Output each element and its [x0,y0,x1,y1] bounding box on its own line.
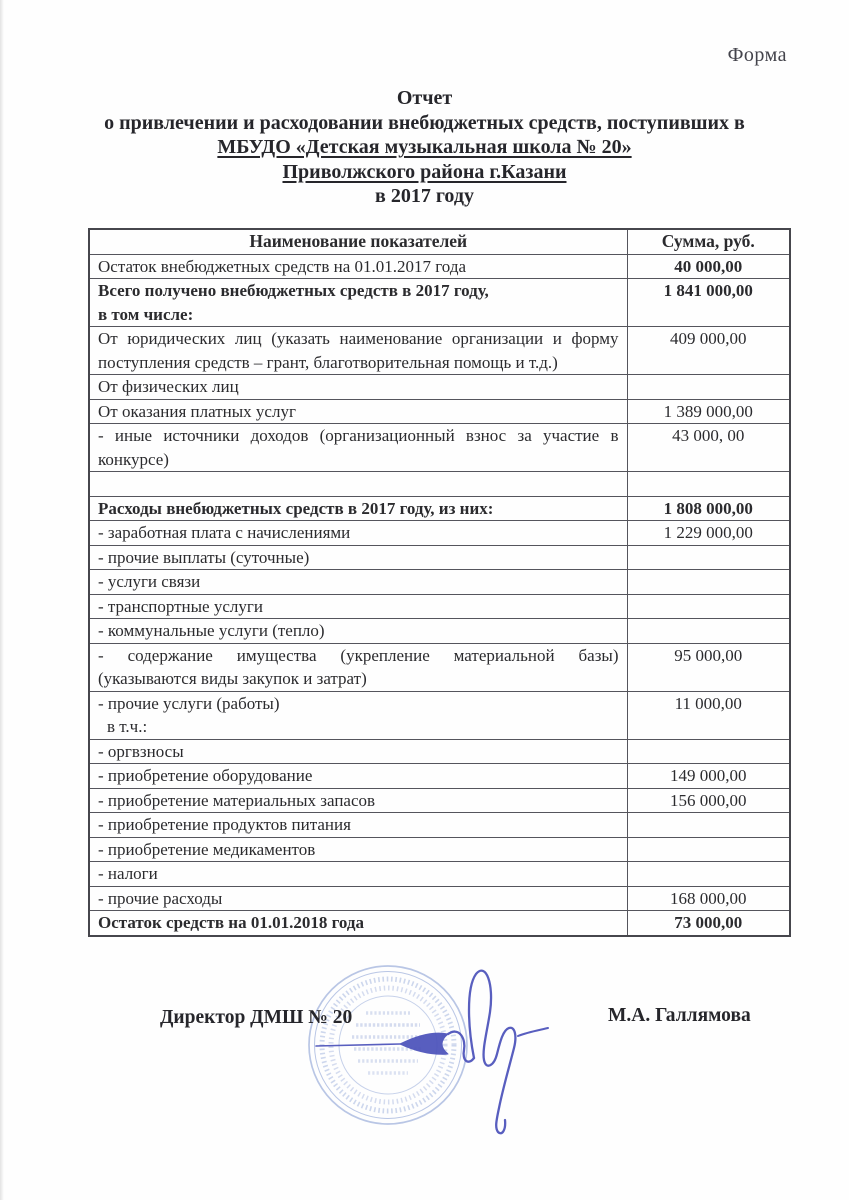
table-row [89,788,790,813]
row-label: - прочие услуги (работы) в т.ч.: [89,691,627,739]
row-value: 43 000, 00 [627,424,790,472]
row-label: - оргвзносы [89,739,627,764]
table-header-row [89,229,790,254]
row-label: От юридических лиц (указать наименование организации и форму поступления средств – грант, благотворительная помощь и т.д.) [89,327,627,375]
table-row [89,570,790,595]
title-line-1: Отчет [396,87,453,109]
row-value [627,837,790,862]
title-line-2: о привлечении и расходовании внебюджетных средств, поступивших в [104,111,745,134]
row-label: Расходы внебюджетных средств в 2017 году, из них: [89,496,627,521]
table-row [89,643,790,691]
table-row [89,327,790,375]
row-value [627,813,790,838]
table-row [89,764,790,789]
director-name: М.А. Галлямова [608,1005,751,1026]
table-row [89,424,790,472]
table-row [89,545,790,570]
row-value: 1 389 000,00 [627,399,790,424]
row-value: 168 000,00 [627,886,790,911]
table-row [89,472,790,497]
table-row [89,691,790,739]
table-row [89,254,790,279]
table-row [89,496,790,521]
table-row [89,911,790,936]
row-value [627,739,790,764]
title-year: в 2017 году [375,185,474,207]
official-stamp-icon [309,966,467,1124]
row-label: - прочие расходы [89,886,627,911]
row-label: Остаток средств на 01.01.2018 года [89,911,627,936]
document-title [0,86,849,209]
table-row [89,813,790,838]
table-row [89,619,790,644]
row-value [627,570,790,595]
row-value [627,545,790,570]
row-label: - приобретение продуктов питания [89,813,627,838]
row-label [89,472,627,497]
form-label: Форма [727,44,787,66]
row-label: - иные источники доходов (организационный взнос за участие в конкурсе) [89,424,627,472]
table-row [89,375,790,400]
row-label: Всего получено внебюджетных средств в 2017 году, в том числе: [89,279,627,327]
table-row [89,521,790,546]
row-value: 1 841 000,00 [627,279,790,327]
row-value [627,619,790,644]
row-label: - коммунальные услуги (тепло) [89,619,627,644]
row-value: 409 000,00 [627,327,790,375]
table-row [89,399,790,424]
row-value: 1 229 000,00 [627,521,790,546]
row-label: Остаток внебюджетных средств на 01.01.2017 года [89,254,627,279]
row-value [627,862,790,887]
row-label: - приобретение материальных запасов [89,788,627,813]
table-row [89,594,790,619]
row-value [627,472,790,497]
row-label: От оказания платных услуг [89,399,627,424]
row-value [627,594,790,619]
table-row [89,837,790,862]
row-value: 156 000,00 [627,788,790,813]
table-row [89,279,790,327]
table-row [89,862,790,887]
seal-and-signature-area [288,953,652,1149]
row-label: От физических лиц [89,375,627,400]
row-label: - содержание имущества (укрепление материальной базы) (указываются виды закупок и затрат) [89,643,627,691]
report-table-body [89,254,790,936]
row-value: 1 808 000,00 [627,496,790,521]
row-label: - налоги [89,862,627,887]
row-label: - прочие выплаты (суточные) [89,545,627,570]
row-value: 40 000,00 [627,254,790,279]
row-label: - приобретение медикаментов [89,837,627,862]
column-header-name: Наименование показателей [89,229,627,254]
row-label: - услуги связи [89,570,627,595]
table-row [89,739,790,764]
row-value: 149 000,00 [627,764,790,789]
title-school-name: МБУДО «Детская музыкальная школа № 20» [217,136,632,158]
row-label: - транспортные услуги [89,594,627,619]
director-signature [316,971,548,1134]
row-value: 73 000,00 [627,911,790,936]
column-header-sum: Сумма, руб. [627,229,790,254]
director-title-label: Директор ДМШ № 20 [160,1007,353,1028]
row-value: 11 000,00 [627,691,790,739]
row-value [627,375,790,400]
row-label: - заработная плата с начислениями [89,521,627,546]
report-table [88,228,791,937]
row-value: 95 000,00 [627,643,790,691]
table-row [89,886,790,911]
title-district: Приволжского района г.Казани [282,160,567,183]
row-label: - приобретение оборудование [89,764,627,789]
